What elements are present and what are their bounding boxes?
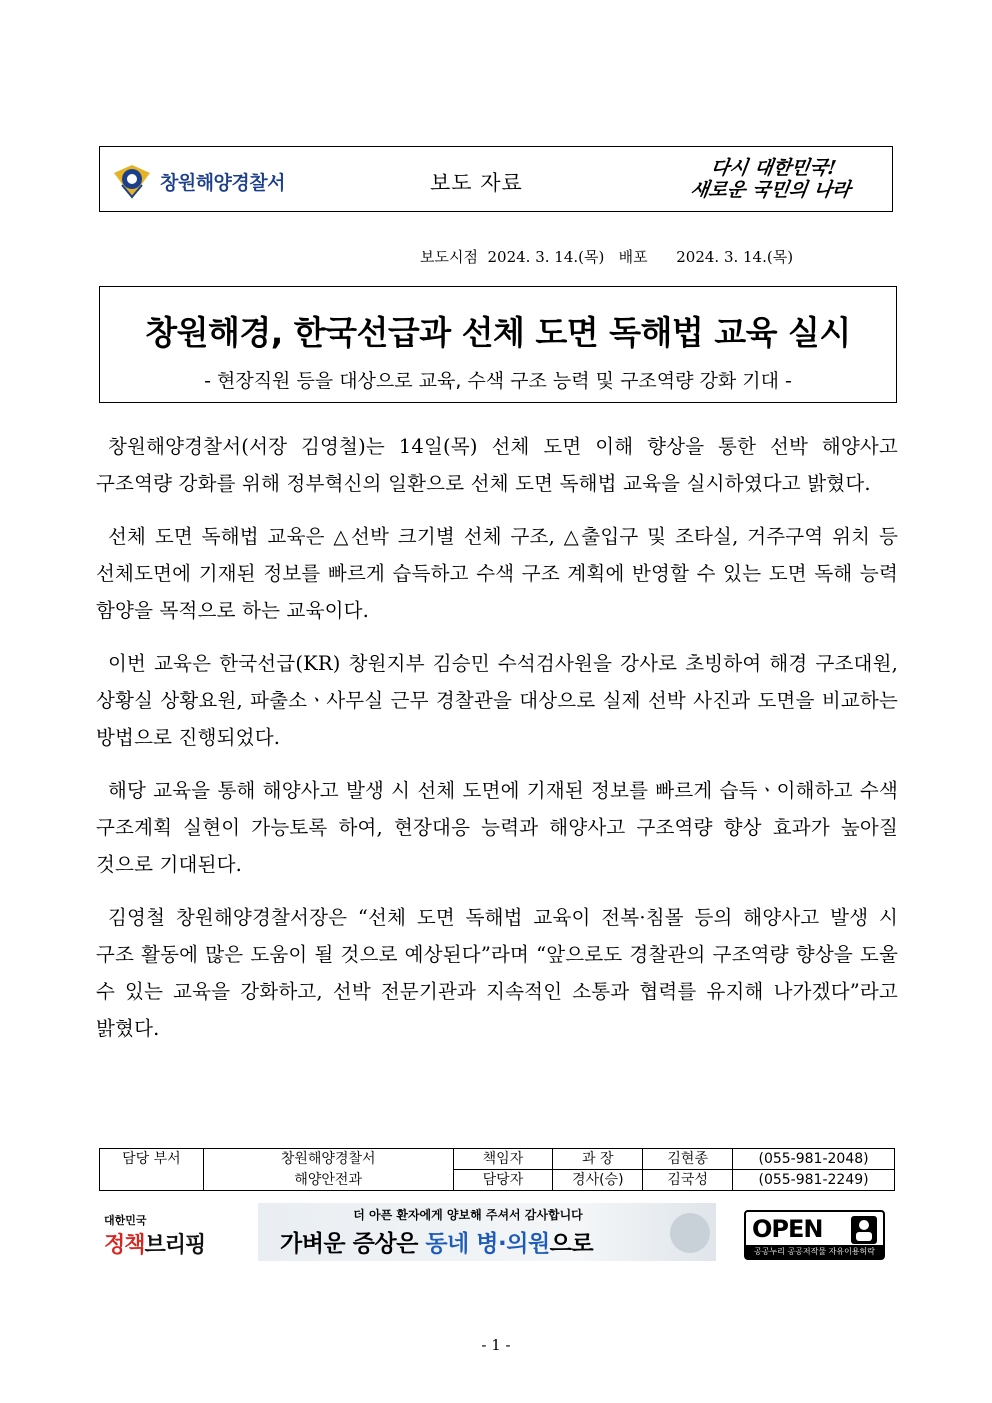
agency-logo (110, 159, 285, 203)
coast-guard-emblem-icon (110, 159, 154, 203)
article-body (96, 428, 898, 1063)
contact-role: 책임자 (453, 1149, 553, 1170)
contact-phone: (055-981-2048) (733, 1149, 895, 1170)
campaign-top-text: 더 아픈 환자에게 양보해 주셔서 감사합니다 (353, 1208, 583, 1222)
org-name: 창원해양경찰서 (160, 171, 285, 194)
contact-rank: 과 장 (553, 1149, 643, 1170)
campaign-main-a: 가벼운 증상은 (280, 1231, 426, 1257)
subheadline: - 현장직원 등을 대상으로 교육, 수색 구조 능력 및 구조역량 강화 기대 - (204, 370, 792, 392)
paragraph-5: 김영철 창원해양경찰서장은 “선체 도면 독해법 교육이 전복·침몰 등의 해양사고 발생 시 구조 활동에 많은 도움이 될 것으로 예상된다”라며 “앞으로도 경찰관의 구조역량 향상을 도울 수 있는 교육을 강화하고, 선박 전문기관과 지속적인 소통과 협력를 유지해 나가겠다”라고 밝혔다. (96, 906, 898, 1040)
paragraph-1: 창원해양경찰서(서장 김영철)는 14일(목) 선체 도면 이해 향상을 통한 선박 해양사고 구조역량 강화를 위해 정부혁신의 일환으로 선체 도면 독해법 교육을 실시하였다고 밝혔다. (96, 435, 898, 495)
policy-briefing-title-a: 정책 (104, 1233, 145, 1258)
headline: 창원해경, 한국선급과 선체 도면 독해법 교육 실시 (145, 313, 851, 352)
press-release-label: 보도 자료 (430, 171, 523, 195)
contact-table (99, 1148, 895, 1191)
slogan-line-1: 다시 대한민국! (709, 157, 838, 179)
contact-name: 김현종 (643, 1149, 733, 1170)
header-box (99, 146, 893, 212)
campaign-main-text (280, 1225, 593, 1258)
release-dates: 보도시점 2024. 3. 14.(목) 배포 2024. 3. 14.(목) (420, 248, 794, 266)
campaign-main-b: 동네 병·의원 (425, 1231, 550, 1257)
policy-briefing-small: 대한민국 (104, 1214, 147, 1227)
policy-briefing-title (104, 1228, 205, 1259)
slogan-line-2: 새로운 국민의 나라 (688, 179, 853, 201)
contact-rank: 경사(승) (553, 1170, 643, 1191)
slogan (669, 157, 875, 201)
campaign-illustration-icon (670, 1213, 710, 1253)
title-box (99, 286, 897, 403)
open-badge-caption: 공공누리 공공저작물 자유이용허락 (746, 1245, 883, 1258)
policy-briefing-logo (104, 1212, 205, 1259)
kogl-open-badge (744, 1210, 885, 1260)
campaign-banner (258, 1203, 716, 1261)
paragraph-4: 해당 교육을 통해 해양사고 발생 시 선체 도면에 기재된 정보를 빠르게 습득ㆍ이해하고 수색 구조계획 실현이 가능토록 하여, 현장대응 능력과 해양사고 구조역량 향상 효과가 높아질 것으로 기대된다. (96, 779, 898, 876)
table-row (100, 1170, 895, 1191)
campaign-main-c: 으로 (549, 1231, 594, 1257)
contact-name: 김국성 (643, 1170, 733, 1191)
dept-unit: 해양안전과 (203, 1170, 453, 1191)
open-text: OPEN (752, 1215, 823, 1243)
policy-briefing-title-b: 브리핑 (144, 1233, 206, 1258)
attribution-person-icon (851, 1216, 877, 1244)
dept-label: 담당 부서 (100, 1149, 204, 1191)
contact-phone: (055-981-2249) (733, 1170, 895, 1191)
page-number: - 1 - (481, 1336, 511, 1354)
table-row (100, 1149, 895, 1170)
paragraph-3: 이번 교육은 한국선급(KR) 창원지부 김승민 수석검사원을 강사로 초빙하여 해경 구조대원, 상황실 상황요원, 파출소ㆍ사무실 근무 경찰관을 대상으로 실제 선박 사진과 도면을 비교하는 방법으로 진행되었다. (96, 652, 898, 749)
paragraph-2: 선체 도면 독해법 교육은 △선박 크기별 선체 구조, △출입구 및 조타실, 거주구역 위치 등 선체도면에 기재된 정보를 빠르게 습득하고 수색 구조 계획에 반영할 수 있는 도면 독해 능력 함양을 목적으로 하는 교육이다. (96, 525, 898, 622)
dept-org: 창원해양경찰서 (203, 1149, 453, 1170)
contact-role: 담당자 (453, 1170, 553, 1191)
